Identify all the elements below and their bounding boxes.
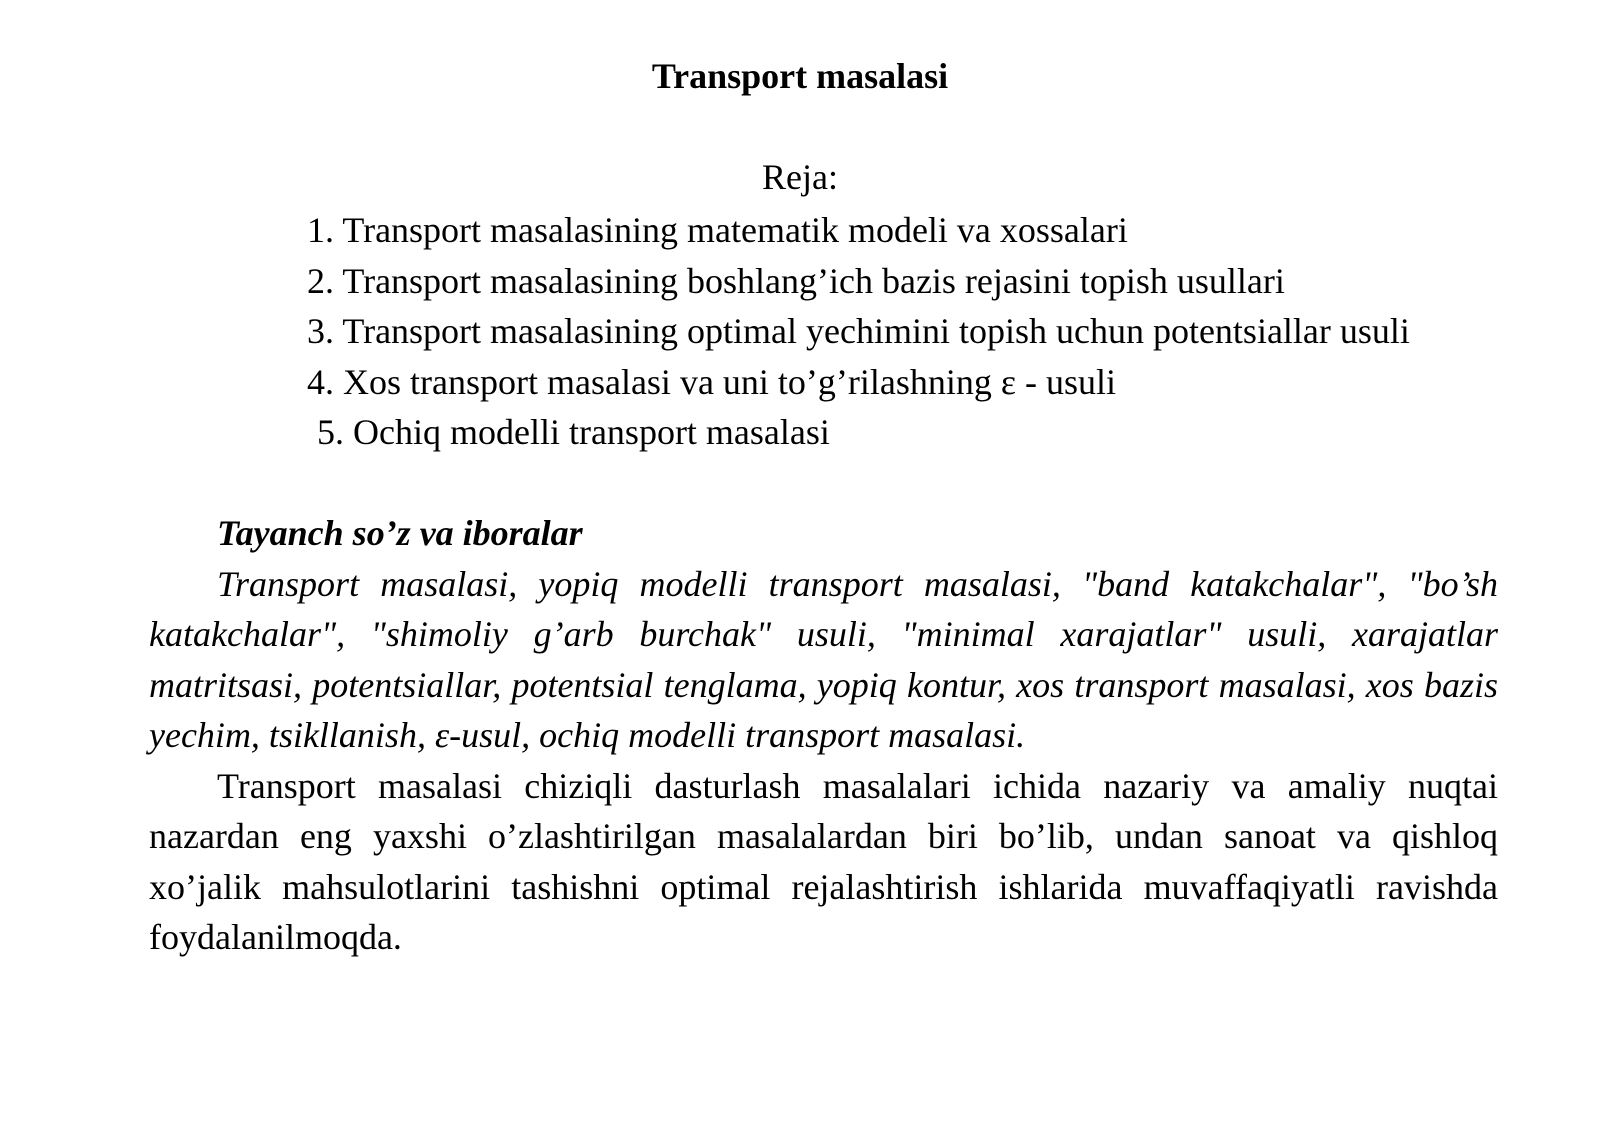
body-text-block — [149, 508, 1498, 963]
plan-heading: Reja: — [762, 157, 838, 197]
plan-item: 1. Transport masalasining matematik modeli va xossalari — [307, 210, 1128, 250]
keywords-heading: Tayanch so’z va iboralar — [217, 513, 583, 553]
plan-list — [307, 205, 1410, 458]
plan-item: 5. Ochiq modelli transport masalasi — [317, 412, 830, 452]
plan-item: 4. Xos transport masalasi va uni to’g’rilashning ε - usuli — [307, 361, 1116, 402]
plan-item: 2. Transport masalasining boshlang’ich bazis rejasini topish usullari — [307, 260, 1285, 301]
plan-item: 3. Transport masalasining optimal yechimini topish uchun potentsiallar usuli — [307, 311, 1410, 351]
intro-paragraph: Transport masalasi chiziqli dasturlash masalalari ichida nazariy va amaliy nuqtai nazardan eng yaxshi o’zlashtirilgan masalalardan biri bo’lib, undan sanoat va qishloq xo’jalik mahsulotlarini tashishni optimal rejalashtirish ishlarida muvaffaqiyatli ravishda foydalanilmoqda. — [149, 765, 1498, 957]
keywords-text: Transport masalasi, yopiq modelli transport masalasi, "band katakchalar", "bo’sh katakchalar", "shimoliy g’arb burchak" usuli, "minimal xarajatlar" usuli, xarajatlar matritsasi, potentsiallar, potentsial tenglama, yopiq kontur, xos transport masalasi, xos bazis yechim, tsikllanish, ε-usul, ochiq modelli transport masalasi. — [149, 563, 1498, 755]
document-title: Transport masalasi — [651, 56, 949, 96]
